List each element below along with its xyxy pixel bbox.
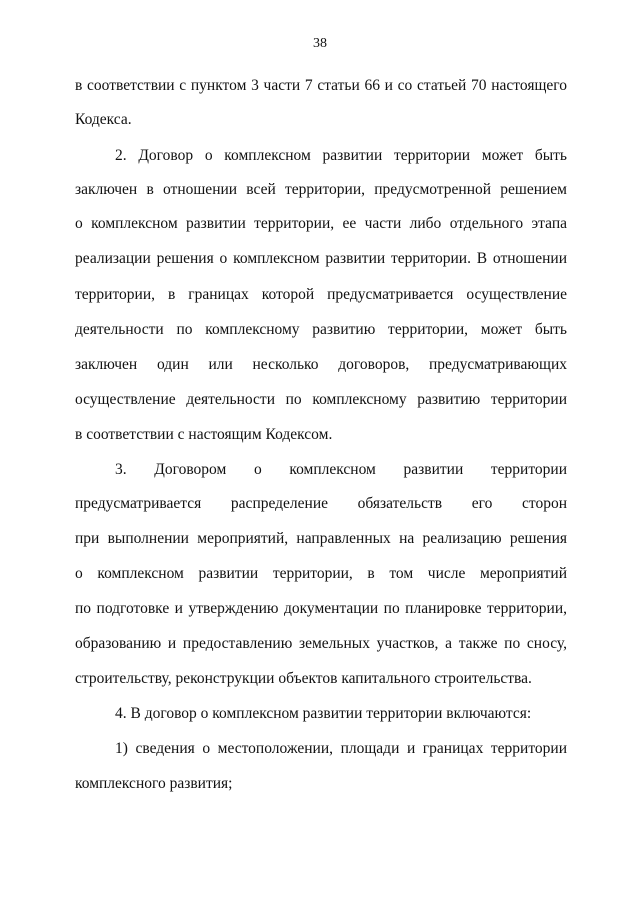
text-line: по подготовке и утверждению документации по планировке территории, — [75, 600, 567, 617]
paragraph-3-start: 3. Договором о комплексном развитии территории — [115, 461, 567, 478]
page-number: 38 — [313, 36, 327, 51]
text-line: осуществление деятельности по комплексному развитию территории — [75, 391, 567, 408]
text-line: Кодекса. — [75, 111, 132, 128]
text-line: деятельности по комплексному развитию территории, может быть — [75, 321, 567, 338]
text-line: заключен в отношении всей территории, предусмотренной решением — [75, 181, 567, 198]
text-line: при выполнении мероприятий, направленных на реализацию решения — [75, 530, 567, 547]
text-line: в соответствии с пунктом 3 части 7 статьи 66 и со статьей 70 настоящего — [75, 77, 567, 94]
text-line: заключен один или несколько договоров, предусматривающих — [75, 356, 567, 373]
text-line: комплексного развития; — [75, 775, 233, 792]
paragraph-2-start: 2. Договор о комплексном развитии территории может быть — [115, 147, 567, 164]
text-line: реализации решения о комплексном развитии территории. В отношении — [75, 250, 567, 267]
text-line: предусматривается распределение обязательств его сторон — [75, 495, 567, 512]
text-line: о комплексном развитии территории, ее части либо отдельного этапа — [75, 215, 567, 232]
paragraph-4: 4. В договор о комплексном развитии территории включаются: — [115, 705, 532, 722]
text-line: в соответствии с настоящим Кодексом. — [75, 426, 333, 443]
text-line: о комплексном развитии территории, в том числе мероприятий — [75, 565, 567, 582]
text-line: строительству, реконструкции объектов капитального строительства. — [75, 670, 532, 687]
list-item-1-start: 1) сведения о местоположении, площади и границах территории — [115, 740, 567, 757]
text-line: территории, в границах которой предусматривается осуществление — [75, 286, 567, 303]
text-line: образованию и предоставлению земельных участков, а также по сносу, — [75, 635, 567, 652]
